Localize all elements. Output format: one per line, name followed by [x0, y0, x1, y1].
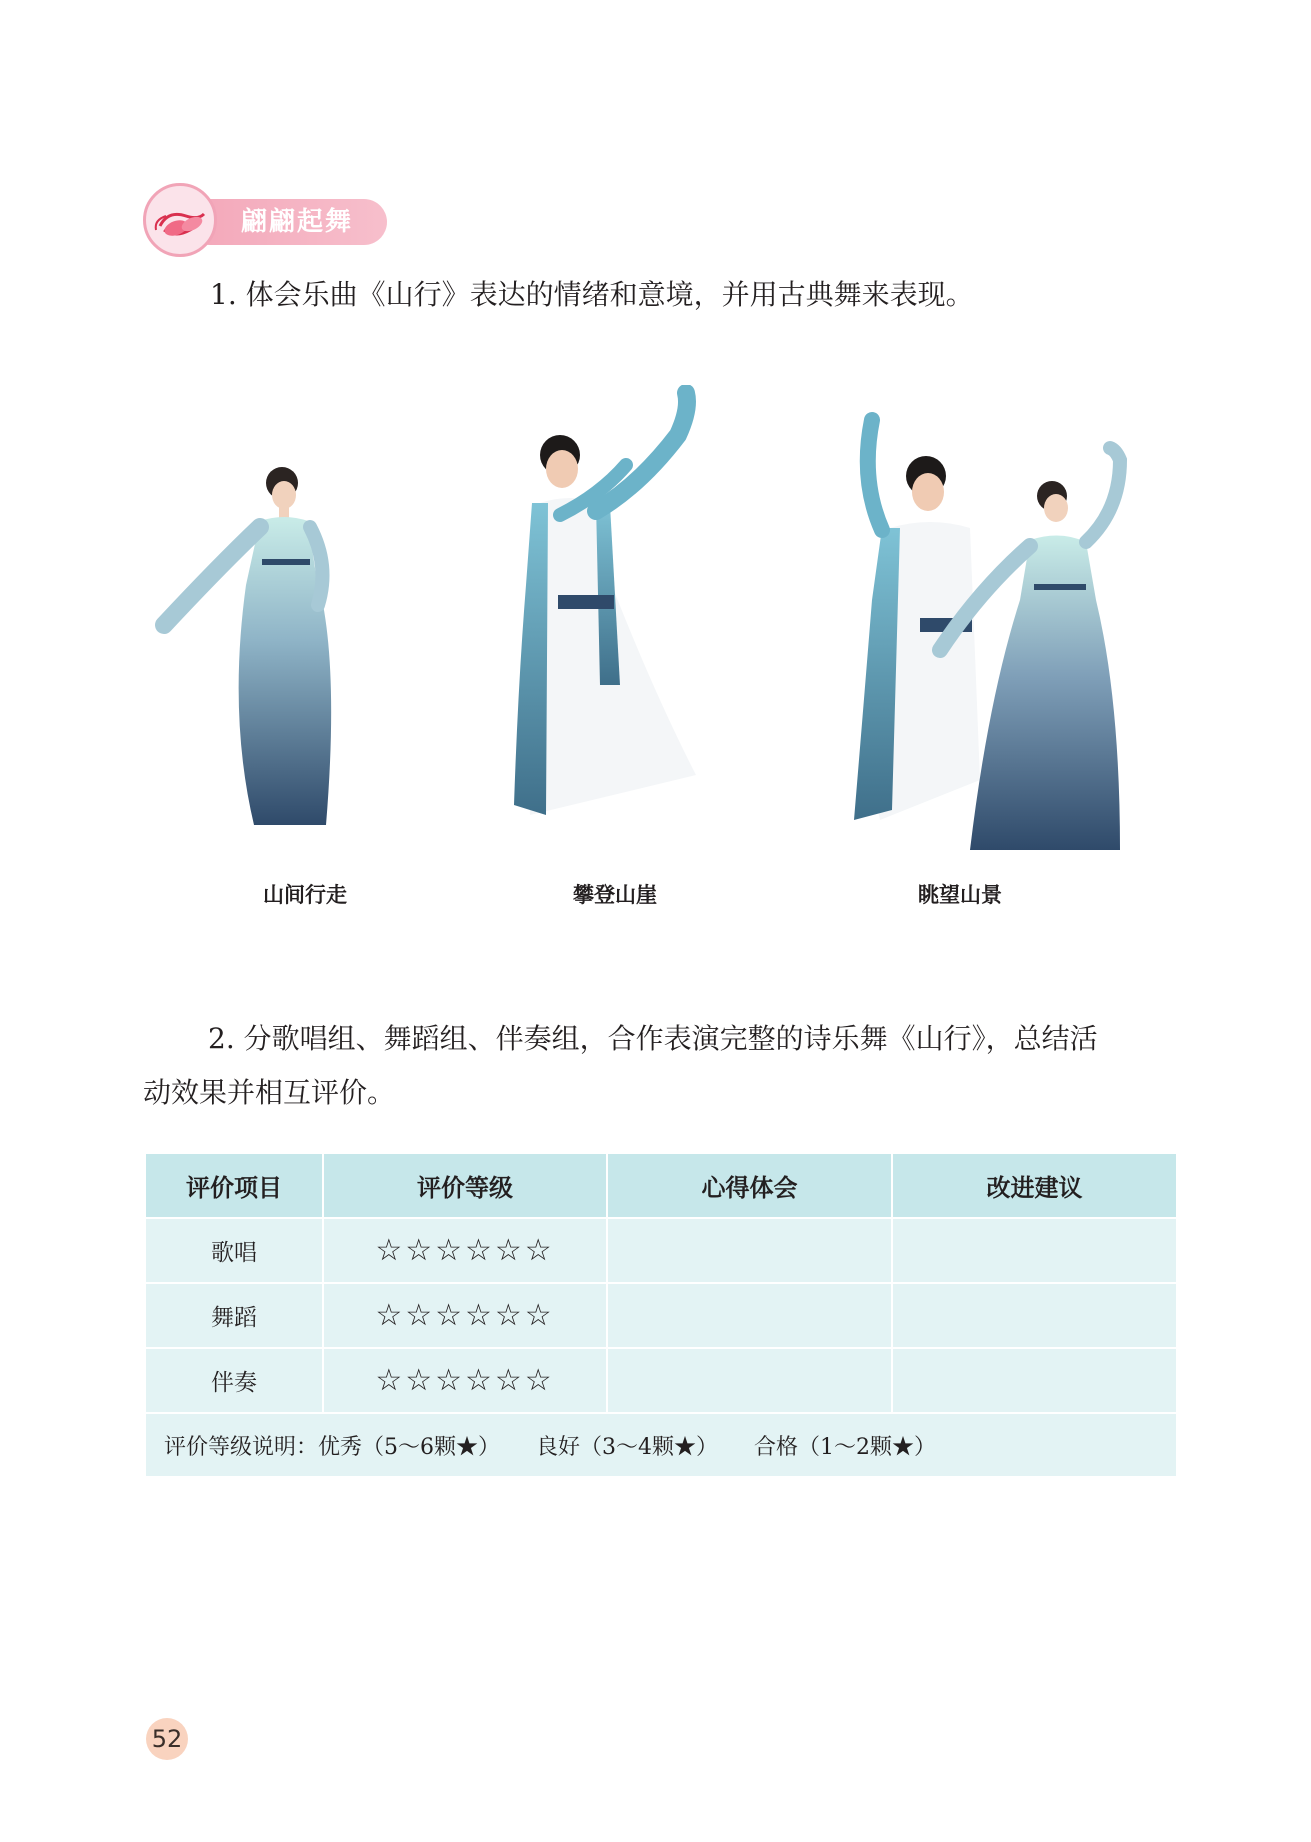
rating-legend-good: 良好（3～4颗★） [536, 1434, 719, 1460]
row-item-label: 舞蹈 [145, 1283, 323, 1348]
reflections-cell [607, 1218, 892, 1283]
question-1-text: 1. 体会乐曲《山行》表达的情绪和意境，并用古典舞来表现。 [210, 278, 974, 311]
table-row [145, 1218, 1177, 1283]
rating-legend [145, 1413, 1177, 1477]
page-number: 52 [146, 1718, 188, 1760]
figure-caption-2: 攀登山崖 [573, 883, 657, 907]
column-header-suggestions: 改进建议 [892, 1153, 1177, 1218]
section-header [143, 183, 393, 261]
suggestions-cell [892, 1348, 1177, 1413]
star-rating: ☆☆☆☆☆☆ [323, 1218, 607, 1283]
column-header-reflections: 心得体会 [607, 1153, 892, 1218]
column-header-rating: 评价等级 [323, 1153, 607, 1218]
suggestions-cell [892, 1218, 1177, 1283]
dancer-figure-gazing [820, 400, 1180, 860]
rating-legend-row [145, 1413, 1177, 1477]
rating-legend-excellent: 优秀（5～6颗★） [318, 1434, 501, 1460]
ballet-shoes-icon [143, 183, 217, 257]
star-rating: ☆☆☆☆☆☆ [323, 1283, 607, 1348]
row-item-label: 伴奏 [145, 1348, 323, 1413]
section-title: 翩翩起舞 [241, 207, 354, 237]
dancer-figure-climbing [500, 385, 720, 845]
table-header-row [145, 1153, 1177, 1218]
row-item-label: 歌唱 [145, 1218, 323, 1283]
reflections-cell [607, 1283, 892, 1348]
column-header-item: 评价项目 [145, 1153, 323, 1218]
table-row [145, 1283, 1177, 1348]
dancer-figure-walking [150, 455, 390, 845]
figure-caption-3: 眺望山景 [918, 883, 1002, 907]
star-rating: ☆☆☆☆☆☆ [323, 1348, 607, 1413]
question-2-text-line-1: 2. 分歌唱组、舞蹈组、伴奏组，合作表演完整的诗乐舞《山行》，总结活 [208, 1022, 1098, 1055]
question-2-text-line-2: 动效果并相互评价。 [143, 1076, 396, 1109]
suggestions-cell [892, 1283, 1177, 1348]
table-row [145, 1348, 1177, 1413]
rating-legend-label: 评价等级说明： [164, 1434, 319, 1460]
evaluation-table [144, 1152, 1178, 1478]
reflections-cell [607, 1348, 892, 1413]
rating-legend-pass: 合格（1～2颗★） [754, 1434, 937, 1460]
figure-caption-1: 山间行走 [263, 883, 347, 907]
